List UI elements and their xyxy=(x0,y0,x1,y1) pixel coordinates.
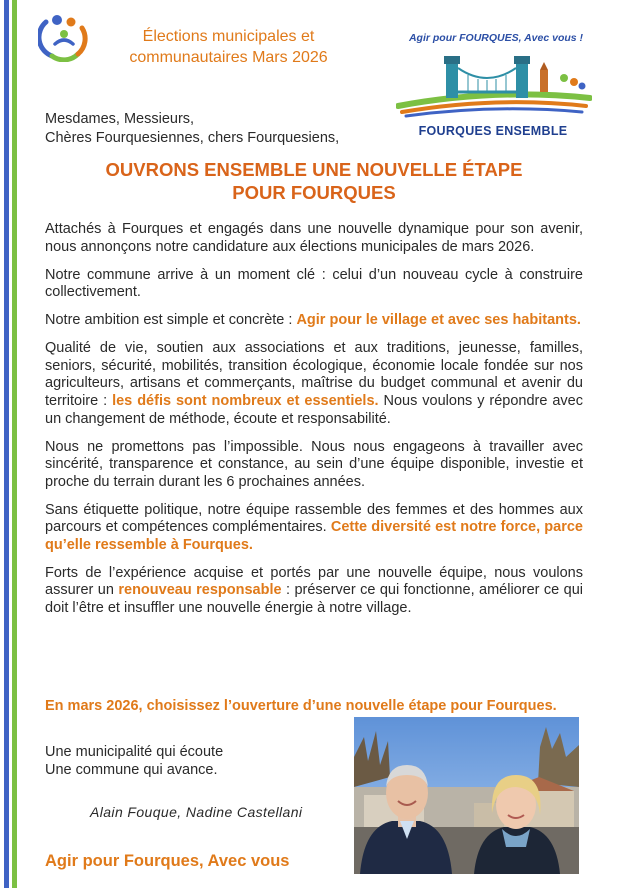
election-title-line1: Élections municipales et xyxy=(142,28,315,45)
closing-call: En mars 2026, choisissez l’ouverture d’une nouvelle étape pour Fourques. xyxy=(45,698,557,714)
paragraph-4-tail: Nous voulons y répondre avec un changement de méthode, écoute et responsabilité. xyxy=(45,392,583,427)
paragraph-6 xyxy=(45,502,583,555)
left-blue-stripe xyxy=(4,0,9,888)
paragraph-7-highlight: renouveau responsable xyxy=(118,582,282,599)
tagline-line2: Une commune qui avance. xyxy=(45,762,218,778)
election-title xyxy=(96,26,361,68)
candidates-photo xyxy=(354,717,579,874)
paragraph-3-text: Notre ambition est simple et concrète : xyxy=(45,312,297,329)
paragraph-4 xyxy=(45,340,583,428)
footer-slogan: Agir pour Fourques, Avec vous xyxy=(45,852,290,870)
paragraph-6-highlight: Cette diversité est notre force, parce qu’elle ressemble à Fourques. xyxy=(45,519,583,553)
greeting-line2: Chères Fourquesiennes, chers Fourquesiens, xyxy=(45,130,340,146)
brand-logo xyxy=(388,26,598,141)
paragraph-4-highlight: les défis sont nombreux et essentiels. xyxy=(112,392,379,409)
bridge-illustration-icon xyxy=(396,48,592,118)
election-title-line2: communautaires Mars 2026 xyxy=(129,49,328,66)
left-green-stripe xyxy=(12,0,17,888)
greeting-line1: Mesdames, Messieurs, xyxy=(45,111,195,127)
paragraph-3 xyxy=(45,312,583,330)
paragraph-4-text: Qualité de vie, soutien aux associations et aux traditions, jeunesse, familles, seniors, sécurité, mobilités, transition écologique, économie locale fondée sur nos agriculteurs, artisans et commerçants, maîtrise du budget communal et avenir du territoire : xyxy=(45,340,583,409)
paragraph-7-text1: Forts de l’expérience acquise et portés par une nouvelle équipe, nous voulons assurer un xyxy=(45,564,583,599)
brand-slogan: Agir pour FOURQUES, Avec vous ! xyxy=(408,32,584,44)
paragraph-7-text2: : préserver ce qui fonctionne, améliorer ce qui doit l’être et insuffler une nouvelle énergie à notre village. xyxy=(45,582,583,617)
paragraph-3-highlight: Agir pour le village et avec ses habitants. xyxy=(296,312,581,329)
tagline xyxy=(45,743,223,779)
paragraph-6-text: Sans étiquette politique, notre équipe rassemble des femmes et des hommes aux parcours et compétences complémentaires. xyxy=(45,501,583,536)
letter-body xyxy=(45,221,583,628)
paragraph-2: Notre commune arrive à un moment clé : celui d’un nouveau cycle à construire collectivement. xyxy=(45,266,583,301)
paragraph-1: Attachés à Fourques et engagés dans une nouvelle dynamique pour son avenir, nous annonçons notre candidature aux élections municipales de mars 2026. xyxy=(45,221,583,255)
tagline-line1: Une municipalité qui écoute xyxy=(45,744,224,760)
greeting xyxy=(45,110,339,148)
headline-line2: POUR FOURQUES xyxy=(232,182,396,203)
paragraph-7 xyxy=(45,565,583,618)
headline xyxy=(40,158,588,204)
people-logo-icon xyxy=(38,10,88,62)
paragraph-5: Nous ne promettons pas l’impossible. Nous nous engageons à travailler avec sincérité, transparence et constance, au sein d’une équipe disponible, investie et proche du terrain durant les 6 prochaines années. xyxy=(45,438,583,490)
signature: Alain Fouque, Nadine Castellani xyxy=(90,804,303,820)
brand-name: FOURQUES ENSEMBLE xyxy=(418,124,568,138)
headline-line1: OUVRONS ENSEMBLE UNE NOUVELLE ÉTAPE xyxy=(105,159,523,180)
